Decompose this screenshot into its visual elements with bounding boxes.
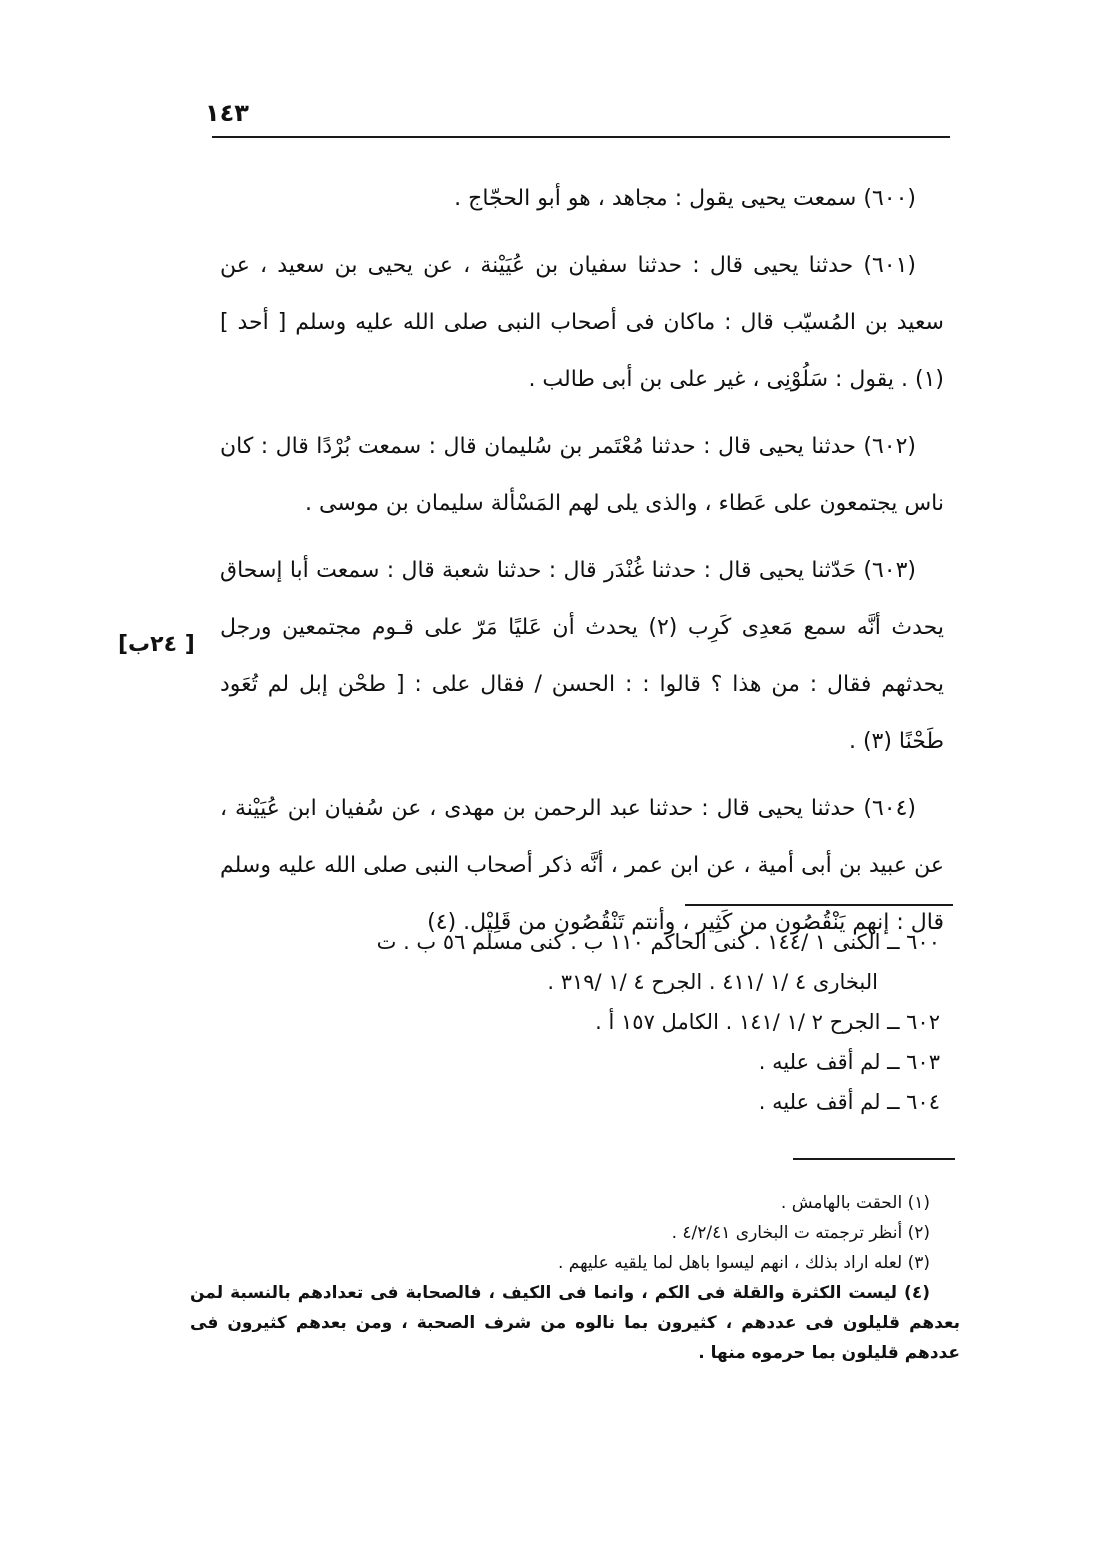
reference-603: ٦٠٣ ــ لم أقف عليه .	[758, 1050, 940, 1074]
reference-604: ٦٠٤ ــ لم أقف عليه .	[758, 1090, 940, 1114]
paragraph-604: (٦٠٤) حدثنا يحيى قال : حدثنا عبد الرحمن بن مهدى ، عن سُفيان ابن عُيَيْنة ، عن عبيد بن أبى أمية ، عن ابن عمر ، أنَّه ذكر أصحاب النبى صلى الله عليه وسلم قال : إنهم يَنْقُصُون من كَثِير ، وأنتم تَنْقُصُون من قَلِيْل. (٤)	[220, 796, 944, 935]
references-rule	[685, 904, 953, 906]
paragraph-603: (٦٠٣) حَدّثنا يحيى قال : حدثنا غُنْدَر قال : حدثنا شعبة قال : سمعت أبا إسحاق يحدث أنَّه سمع مَعدِى كَرِب (٢) يحدث أن عَليًا مَرّ على قـوم مجتمعين ورجل يحدثهم فقال : من هذا ؟ قالوا : : الحسن / فقال على : [ طحْن إبل لم تُعَود طَحْنًا (٣) .	[220, 558, 944, 754]
header-rule	[212, 136, 950, 138]
paragraph-601: (٦٠١) حدثنا يحيى قال : حدثنا سفيان بن عُيَيْنة ، عن يحيى بن سعيد ، عن سعيد بن المُسيّب قال : ماكان فى أصحاب النبى صلى الله عليه وسلم [ أحد ] (١) . يقول : سَلُوْنِى ، غير على بن أبى طالب .	[220, 253, 944, 392]
margin-folio-note: [ ٢٤ب]	[118, 632, 195, 657]
footnotes-rule	[793, 1158, 955, 1160]
page-number: ١٤٣	[205, 99, 249, 127]
reference-602: ٦٠٢ ــ الجرح ٢ /١ /١٤١ . الكامل ١٥٧ أ .	[595, 1010, 940, 1034]
footnote-1: (١) الحقت بالهامش .	[780, 1193, 930, 1213]
footnote-4: (٤) ليست الكثرة والقلة فى الكم ، وانما فى الكيف ، فالصحابة فى تعدادهم بالنسبة لمن بعدهم قليلون فى عددهم ، كثيرون بما نالوه من شرف الصحبة ، ومن بعدهم كثيرون فى عددهم قليلون بما حرموه منها .	[190, 1283, 960, 1363]
footnotes-list	[190, 1188, 960, 1368]
paragraph-602: (٦٠٢) حدثنا يحيى قال : حدثنا مُعْتَمر بن سُليمان قال : سمعت بُرْدًا قال : كان ناس يجتمعون على عَطاء ، والذى يلى لهم المَسْألة سليمان بن موسى .	[220, 434, 944, 516]
footnote-3: (٣) لعله اراد بذلك ، انهم ليسوا باهل لما يلقيه عليهم .	[557, 1253, 930, 1273]
main-text	[220, 170, 944, 961]
footnote-2: (٢) أنظر ترجمته ت البخارى ٤/٢/٤١ .	[671, 1223, 930, 1243]
reference-600-continued: البخارى ٤ /١ /٤١١ . الجرح ٤ /١ /٣١٩ .	[547, 970, 878, 994]
references-list	[300, 922, 940, 1122]
reference-600: ٦٠٠ ــ الكنى ١ /١٤٤ . كنى الحاكم ١١٠ ب . كنى مسلم ٥٦ ب . ت	[376, 930, 940, 954]
paragraph-600: (٦٠٠) سمعت يحيى يقول : مجاهد ، هو أبو الحجّاج .	[454, 186, 916, 211]
